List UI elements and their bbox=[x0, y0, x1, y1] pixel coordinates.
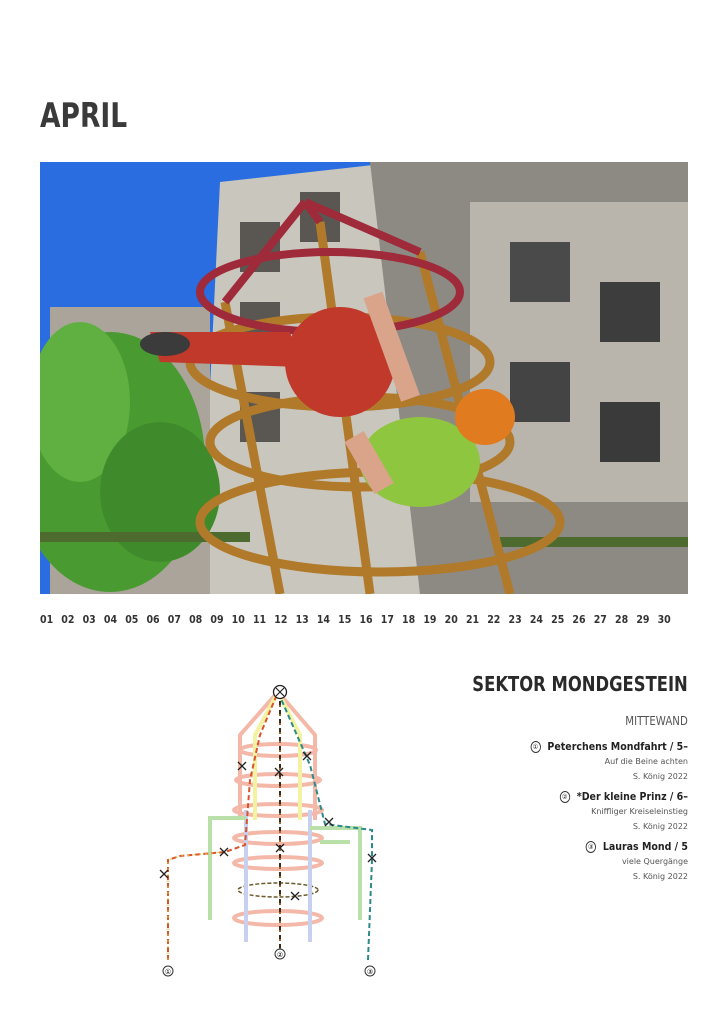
day-number: 06 bbox=[146, 614, 160, 626]
route-name: *Der kleine Prinz / 6– bbox=[576, 790, 688, 803]
route-description: Kniffliger Kreiseleinstieg bbox=[591, 807, 688, 816]
day-number: 23 bbox=[508, 614, 522, 626]
route-list bbox=[488, 740, 688, 890]
day-number: 15 bbox=[338, 614, 352, 626]
day-number: 28 bbox=[615, 614, 629, 626]
route-topo-diagram bbox=[150, 680, 400, 980]
topo-label-2 bbox=[275, 949, 285, 959]
day-number: 22 bbox=[487, 614, 501, 626]
day-number: 18 bbox=[402, 614, 416, 626]
route-name: Peterchens Mondfahrt / 5– bbox=[547, 740, 688, 753]
route-number-icon: ③ bbox=[586, 841, 596, 853]
day-number: 09 bbox=[210, 614, 224, 626]
route-item bbox=[488, 790, 688, 831]
topo-label: ③ bbox=[366, 968, 374, 976]
day-number: 20 bbox=[444, 614, 458, 626]
route-author: S. König 2022 bbox=[632, 772, 688, 781]
day-number: 24 bbox=[529, 614, 543, 626]
sector-title: SEKTOR MONDGESTEIN bbox=[472, 672, 688, 696]
day-number: 17 bbox=[380, 614, 394, 626]
day-number: 27 bbox=[593, 614, 607, 626]
route-author: S. König 2022 bbox=[632, 822, 688, 831]
day-number: 19 bbox=[423, 614, 437, 626]
day-number: 13 bbox=[295, 614, 309, 626]
route-number-icon: ② bbox=[560, 791, 570, 803]
day-number: 02 bbox=[61, 614, 75, 626]
day-number: 05 bbox=[125, 614, 139, 626]
topo-label-1 bbox=[163, 966, 173, 976]
sector-header bbox=[425, 672, 688, 728]
route-item bbox=[488, 840, 688, 881]
day-number: 30 bbox=[657, 614, 671, 626]
day-row bbox=[40, 614, 680, 626]
day-number: 29 bbox=[636, 614, 650, 626]
day-number: 11 bbox=[252, 614, 267, 626]
route-number-icon: ① bbox=[530, 741, 540, 753]
route-description: viele Quergänge bbox=[621, 857, 688, 866]
day-number: 04 bbox=[103, 614, 118, 626]
day-number: 01 bbox=[40, 614, 54, 626]
day-number: 03 bbox=[82, 614, 96, 626]
day-number: 08 bbox=[189, 614, 203, 626]
climbing-photo bbox=[40, 162, 688, 594]
route-description: Auf die Beine achten bbox=[604, 757, 688, 766]
sector-wall: MITTEWAND bbox=[625, 714, 688, 728]
day-number: 16 bbox=[359, 614, 373, 626]
day-number: 21 bbox=[465, 614, 480, 626]
route-name: Lauras Mond / 5 bbox=[602, 840, 688, 853]
day-number: 12 bbox=[274, 614, 288, 626]
topo-label: ② bbox=[276, 951, 284, 959]
month-title: APRIL bbox=[40, 96, 128, 136]
topo-label: ① bbox=[164, 968, 172, 976]
route-author: S. König 2022 bbox=[632, 872, 688, 881]
day-number: 25 bbox=[551, 614, 565, 626]
day-number: 07 bbox=[167, 614, 181, 626]
route-item bbox=[488, 740, 688, 781]
day-number: 26 bbox=[572, 614, 586, 626]
day-number: 10 bbox=[231, 614, 245, 626]
day-number: 14 bbox=[316, 614, 331, 626]
topo-label-3 bbox=[365, 966, 375, 976]
